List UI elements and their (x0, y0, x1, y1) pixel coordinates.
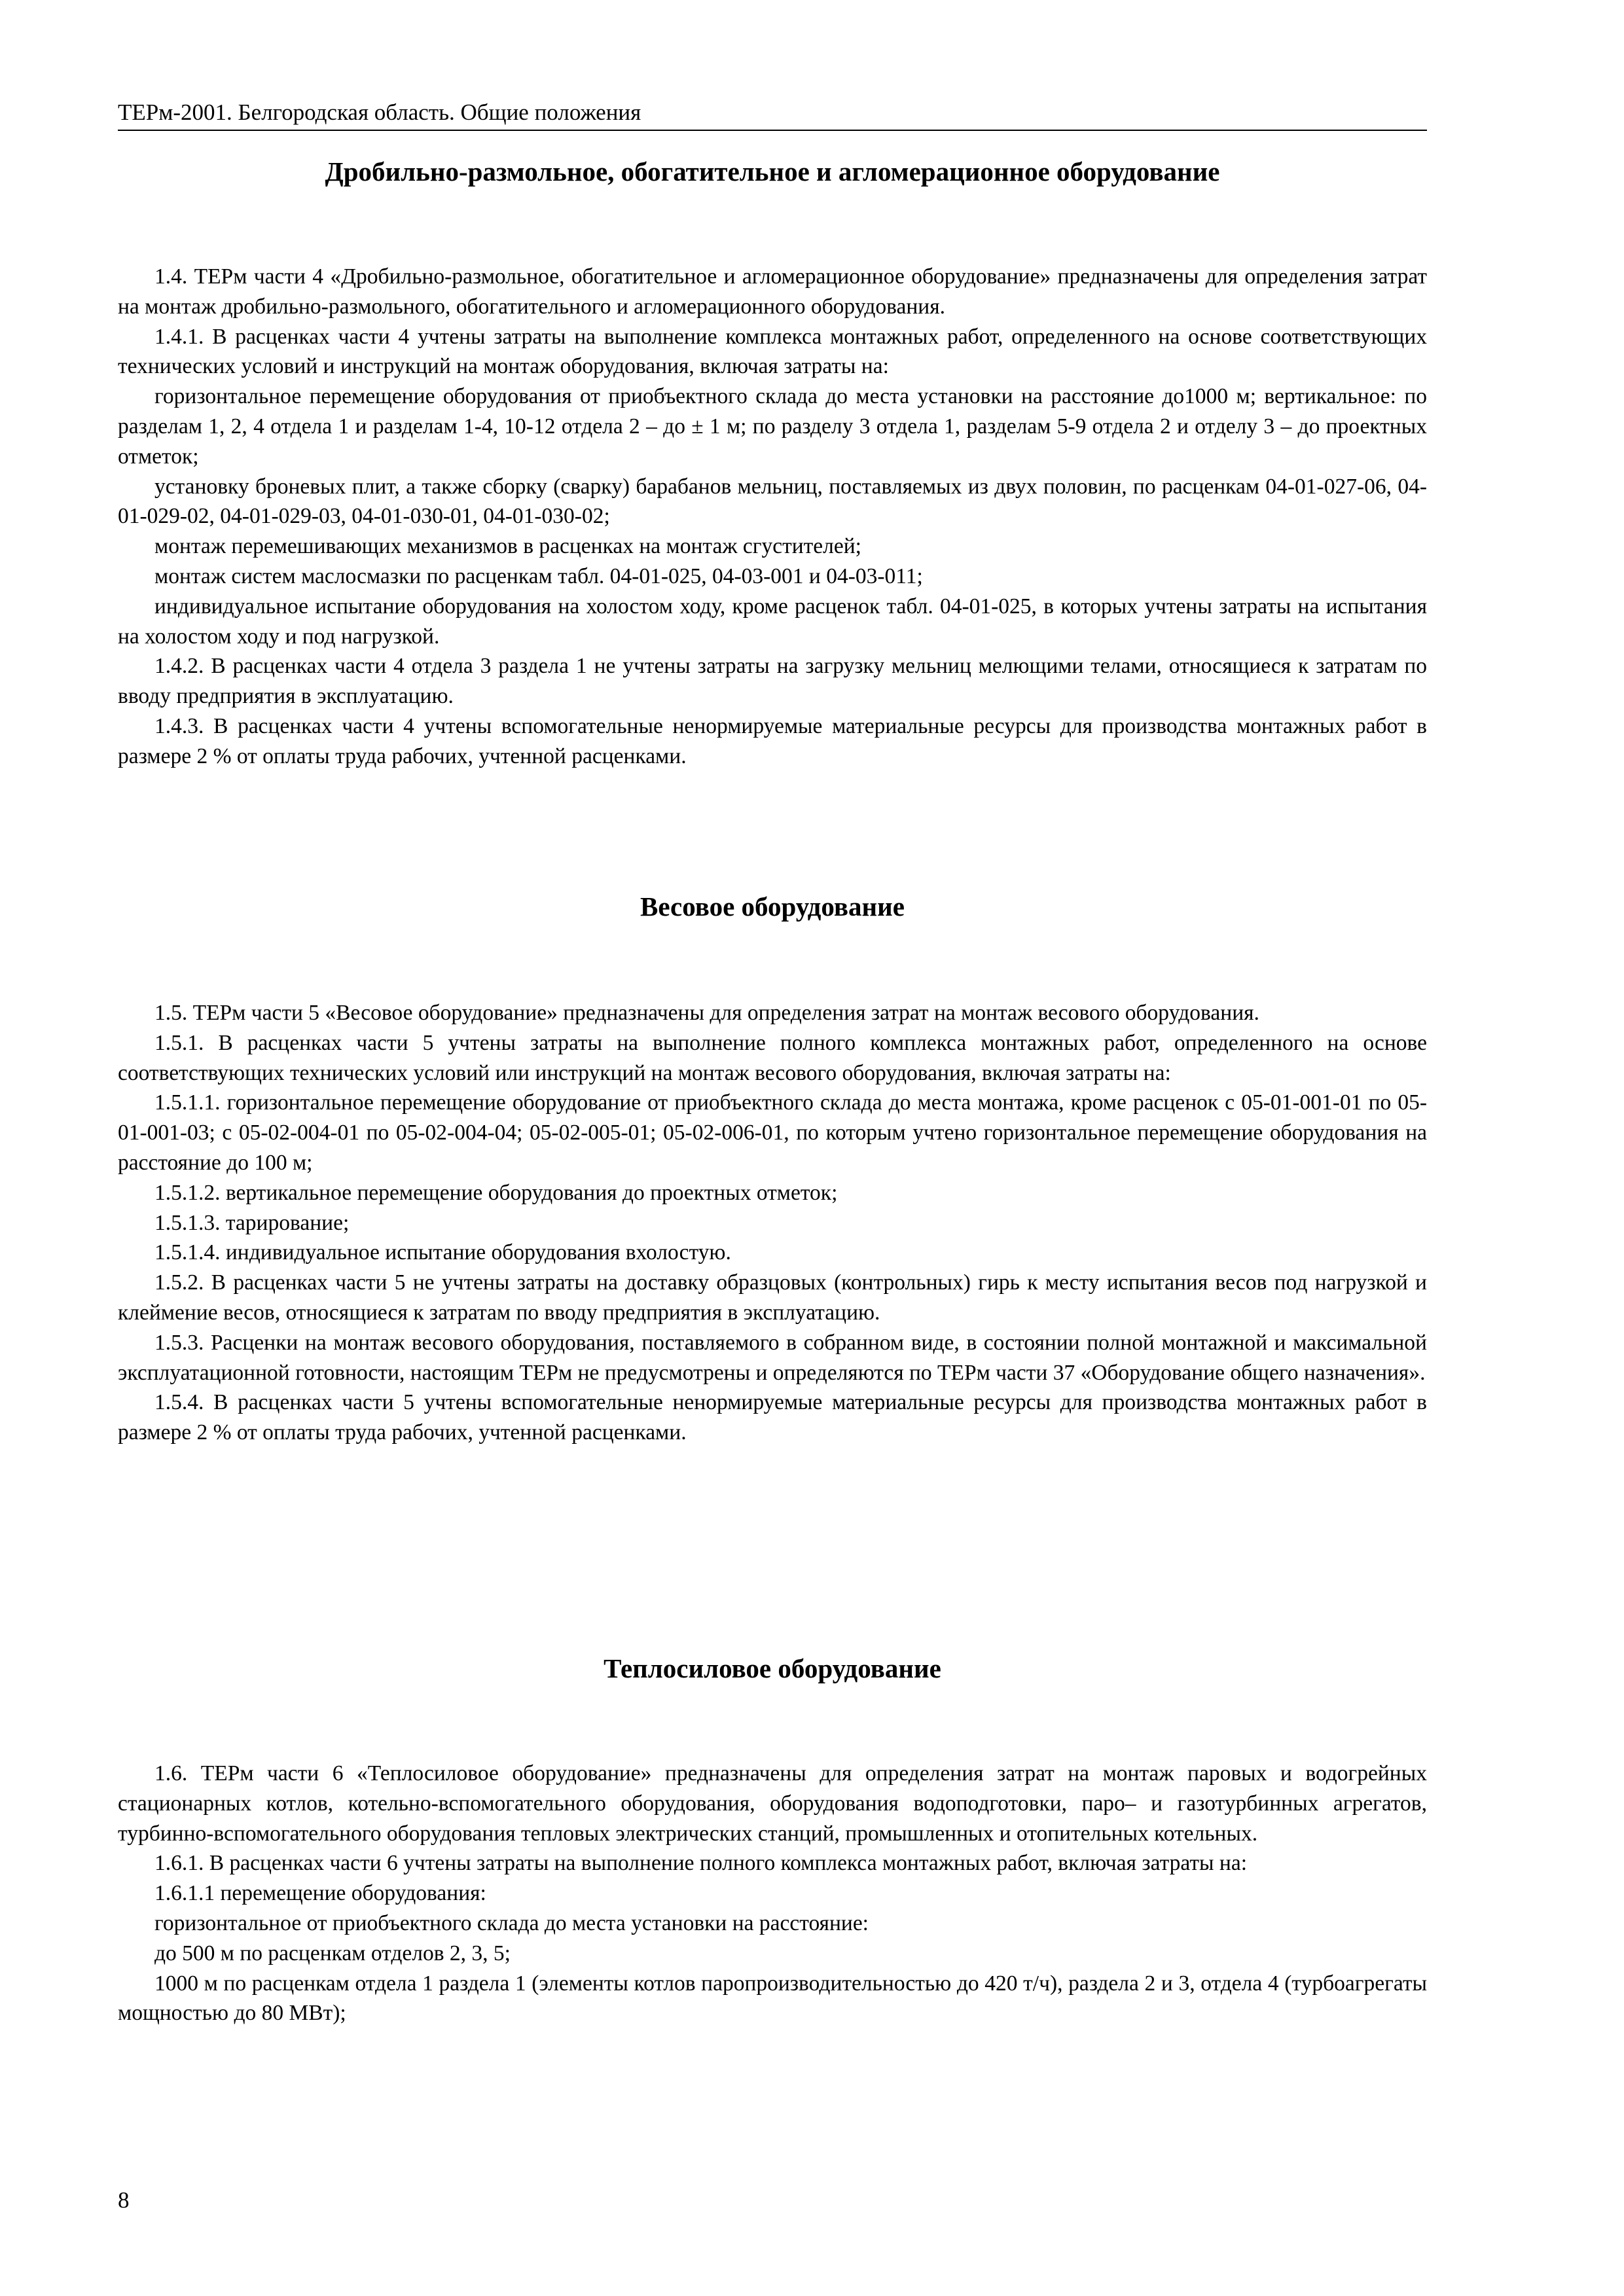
paragraph: горизонтальное от приобъектного склада до места установки на расстояние: (154, 1910, 869, 1935)
paragraph: 1.5.1.2. вертикальное перемещение оборудования до проектных отметок; (154, 1180, 838, 1205)
running-header: ТЕРм-2001. Белгородская область. Общие положения (118, 98, 1427, 131)
paragraph: 1.4.2. В расценках части 4 отдела 3 раздела 1 не учтены затраты на загрузку мельниц мелющими телами, относящиеся к затратам по вводу предприятия в эксплуатацию. (118, 654, 1427, 709)
paragraph: 1000 м по расценкам отдела 1 раздела 1 (элементы котлов паропроизводительностью до 420 т/ч), раздела 2 и 3, отдела 4 (турбоагрегаты мощностью до 80 МВт); (118, 1971, 1427, 2026)
paragraph: монтаж систем маслосмазки по расценкам табл. 04-01-025, 04-03-001 и 04-03-011; (154, 564, 923, 588)
paragraph: 1.5.1.3. тарирование; (154, 1210, 350, 1235)
section-thermal-power-equipment (118, 1652, 1427, 2026)
paragraph: 1.6.1. В расценках части 6 учтены затраты на выполнение полного комплекса монтажных работ, включая затраты на: (154, 1851, 1248, 1876)
paragraph: 1.4.3. В расценках части 4 учтены вспомогательные ненормируемые материальные ресурсы для производства монтажных работ в размере 2 % от оплаты труда рабочих, учтенной расценками. (118, 713, 1427, 768)
paragraph: 1.5.1.1. горизонтальное перемещение оборудование от приобъектного склада до места монтажа, кроме расценок с 05-01-001-01 по 05-01-001-03; с 05-02-004-01 по 05-02-004-04; 05-02-005-01; 05-02-006-01, по которым учтено горизонтальное перемещение оборудования на расстояние до 100 м; (118, 1090, 1427, 1175)
section-body (118, 998, 1427, 1448)
paragraph: 1.5.1.4. индивидуальное испытание оборудования вхолостую. (154, 1240, 731, 1265)
section-title: Дробильно-размольное, обогатительное и агломерационное оборудование (325, 156, 1220, 187)
document-page (118, 0, 1427, 2296)
paragraph: 1.6. ТЕРм части 6 «Теплосиловое оборудование» предназначены для определения затрат на монтаж паровых и водогрейных стационарных котлов, котельно-вспомогательного оборудования, оборудования водоподготовки, паро– и газотурбинных агрегатов, турбинно-вспомогательного оборудования тепловых электрических станций, промышленных и отопительных котельных. (118, 1761, 1427, 1846)
paragraph: до 500 м по расценкам отделов 2, 3, 5; (154, 1941, 511, 1965)
paragraph: 1.5.4. В расценках части 5 учтены вспомогательные ненормируемые материальные ресурсы для производства монтажных работ в размере 2 % от оплаты труда рабочих, учтенной расценками. (118, 1390, 1427, 1445)
paragraph: 1.5.3. Расценки на монтаж весового оборудования, поставляемого в собранном виде, в состоянии полной монтажной и максимальной эксплуатационной готовности, настоящим ТЕРм не предусмотрены и определяются по ТЕРм части 37 «Оборудование общего назначения». (118, 1330, 1427, 1385)
paragraph: 1.6.1.1 перемещение оборудования: (154, 1881, 486, 1906)
section-crushing-equipment (118, 155, 1427, 768)
paragraph: 1.5.1. В расценках части 5 учтены затраты на выполнение полного комплекса монтажных работ, определенного на основе соответствующих технических условий или инструкций на монтаж весового оборудования, включая затраты на: (118, 1030, 1427, 1085)
paragraph: индивидуальное испытание оборудования на холостом ходу, кроме расценок табл. 04-01-025, в которых учтены затраты на испытания на холостом ходу и под нагрузкой. (118, 594, 1427, 649)
page-number: 8 (118, 2187, 130, 2213)
section-title: Весовое оборудование (640, 891, 905, 922)
paragraph: 1.4.1. В расценках части 4 учтены затраты на выполнение комплекса монтажных работ, определенного на основе соответствующих технических условий и инструкций на монтаж оборудования, включая затраты на: (118, 324, 1427, 379)
section-title: Теплосиловое оборудование (604, 1653, 941, 1683)
paragraph: 1.4. ТЕРм части 4 «Дробильно-размольное, обогатительное и агломерационное оборудование» предназначены для определения затрат на монтаж дробильно-размольного, обогатительного и агломерационного оборудования. (118, 264, 1427, 319)
section-body (118, 1759, 1427, 2028)
paragraph: монтаж перемешивающих механизмов в расценках на монтаж сгустителей; (154, 534, 861, 559)
paragraph: горизонтальное перемещение оборудования от приобъектного склада до места установки на расстояние до1000 м; вертикальное: по разделам 1, 2, 4 отдела 1 и разделам 1-4, 10-12 отдела 2 – до ± 1 м; по разделу 3 отдела 1, разделам 5-9 отдела 2 и отделу 3 – до проектных отметок; (118, 384, 1427, 469)
paragraph: 1.5. ТЕРм части 5 «Весовое оборудование» предназначены для определения затрат на монтаж весового оборудования. (154, 1001, 1259, 1025)
paragraph: установку броневых плит, а также сборку (сварку) барабанов мельниц, поставляемых из двух половин, по расценкам 04-01-027-06, 04-01-029-02, 04-01-029-03, 04-01-030-01, 04-01-030-02; (118, 474, 1427, 529)
section-body (118, 262, 1427, 772)
section-weighing-equipment (118, 890, 1427, 1445)
paragraph: 1.5.2. В расценках части 5 не учтены затраты на доставку образцовых (контрольных) гирь к месту испытания весов под нагрузкой и клеймение весов, относящиеся к затратам по вводу предприятия в эксплуатацию. (118, 1270, 1427, 1325)
